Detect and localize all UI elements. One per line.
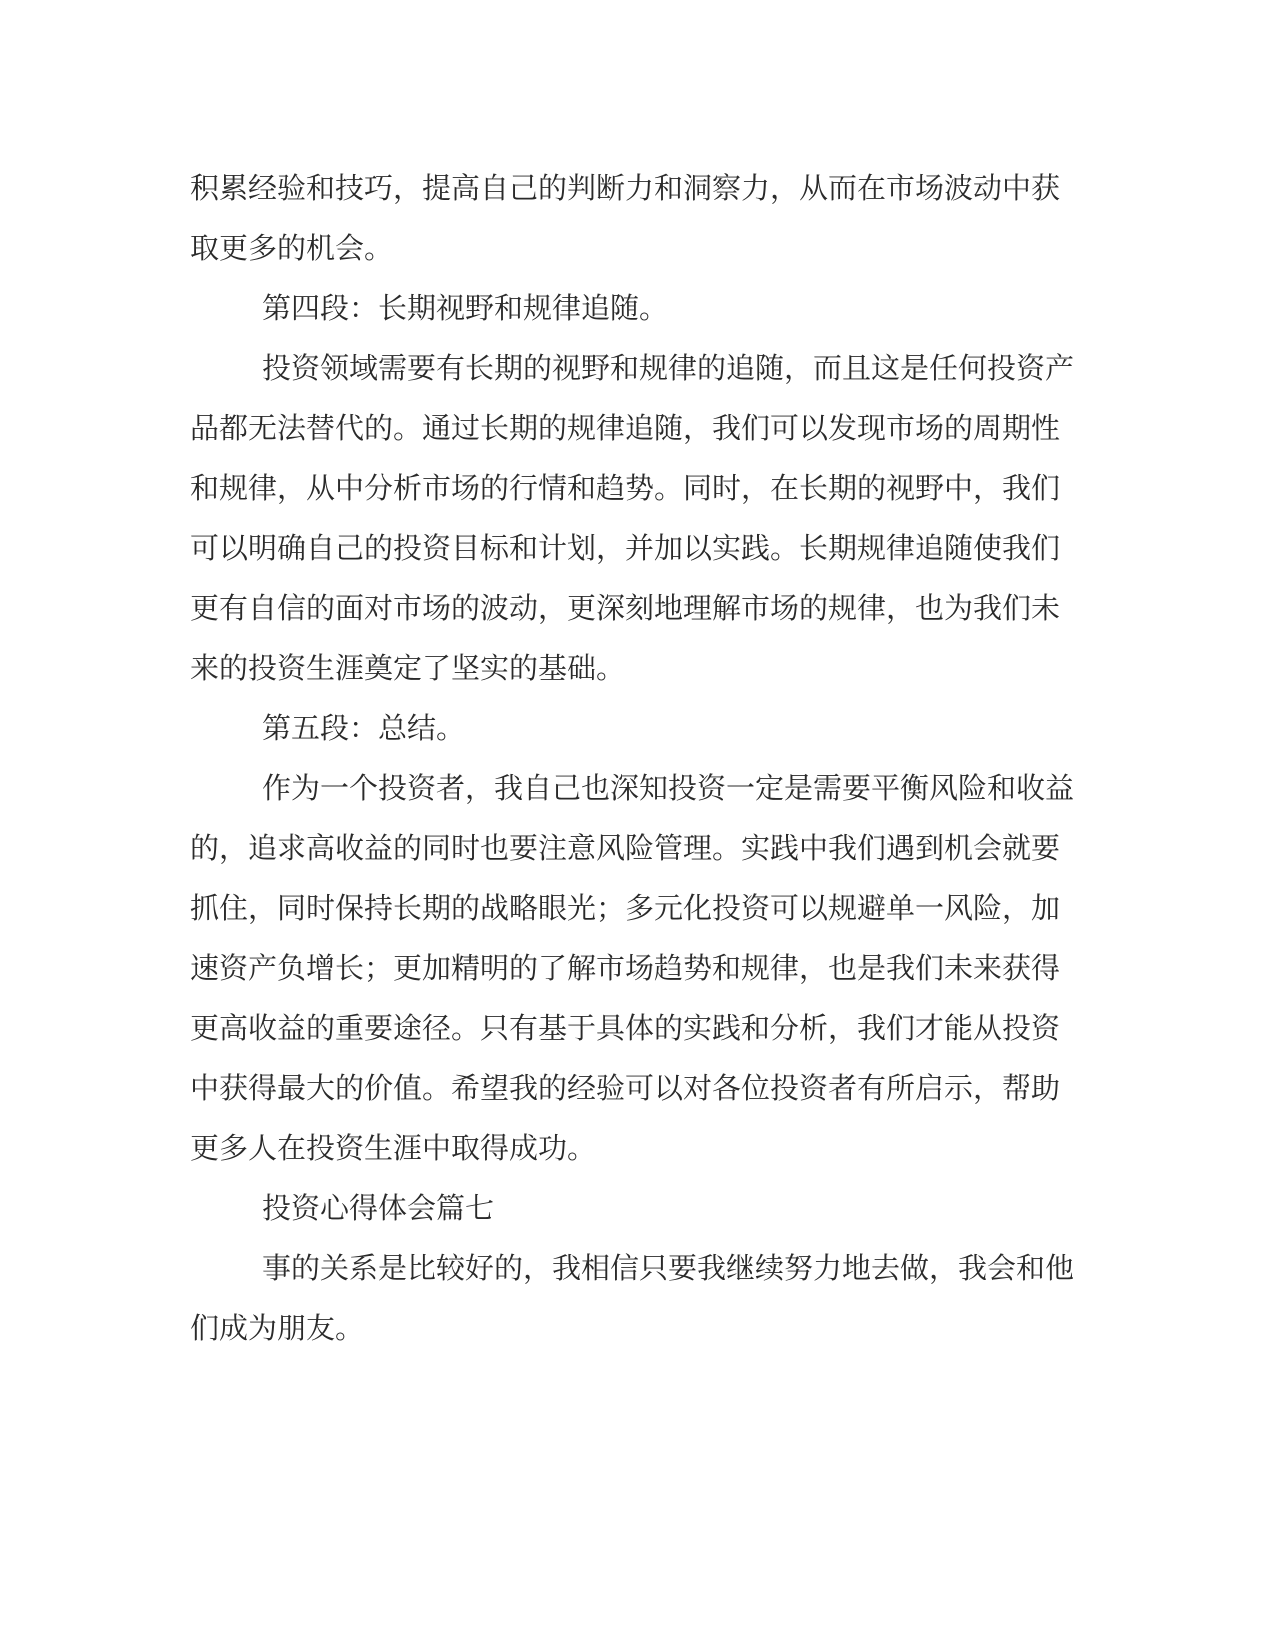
paragraph-line: 和规律，从中分析市场的行情和趋势。同时，在长期的视野中，我们 bbox=[190, 471, 1061, 505]
paragraph-line: 来的投资生涯奠定了坚实的基础。 bbox=[190, 651, 626, 685]
paragraph-line: 投资领域需要有长期的视野和规律的追随，而且这是任何投资产 bbox=[262, 351, 1075, 385]
paragraph-line: 中获得最大的价值。希望我的经验可以对各位投资者有所启示，帮助 bbox=[190, 1071, 1061, 1105]
paragraph-line: 取更多的机会。 bbox=[190, 231, 394, 265]
section-heading: 第五段：总结。 bbox=[262, 711, 466, 745]
paragraph-line: 积累经验和技巧，提高自己的判断力和洞察力，从而在市场波动中获 bbox=[190, 171, 1061, 205]
paragraph-line: 抓住，同时保持长期的战略眼光；多元化投资可以规避单一风险，加 bbox=[190, 891, 1061, 925]
paragraph-line: 品都无法替代的。通过长期的规律追随，我们可以发现市场的周期性 bbox=[190, 411, 1061, 445]
paragraph-line: 的，追求高收益的同时也要注意风险管理。实践中我们遇到机会就要 bbox=[190, 831, 1061, 865]
paragraph-line: 更高收益的重要途径。只有基于具体的实践和分析，我们才能从投资 bbox=[190, 1011, 1061, 1045]
paragraph-line: 速资产负增长；更加精明的了解市场趋势和规律，也是我们未来获得 bbox=[190, 951, 1061, 985]
chapter-title: 投资心得体会篇七 bbox=[262, 1191, 495, 1225]
paragraph-line: 作为一个投资者，我自己也深知投资一定是需要平衡风险和收益 bbox=[262, 771, 1075, 805]
paragraph-line: 们成为朋友。 bbox=[190, 1311, 365, 1345]
paragraph-line: 事的关系是比较好的，我相信只要我继续努力地去做，我会和他 bbox=[262, 1251, 1075, 1285]
section-heading: 第四段：长期视野和规律追随。 bbox=[262, 291, 669, 325]
paragraph-line: 可以明确自己的投资目标和计划，并加以实践。长期规律追随使我们 bbox=[190, 531, 1061, 565]
document-body bbox=[190, 158, 1090, 1358]
paragraph-line: 更有自信的面对市场的波动，更深刻地理解市场的规律，也为我们未 bbox=[190, 591, 1061, 625]
paragraph-line: 更多人在投资生涯中取得成功。 bbox=[190, 1131, 597, 1165]
